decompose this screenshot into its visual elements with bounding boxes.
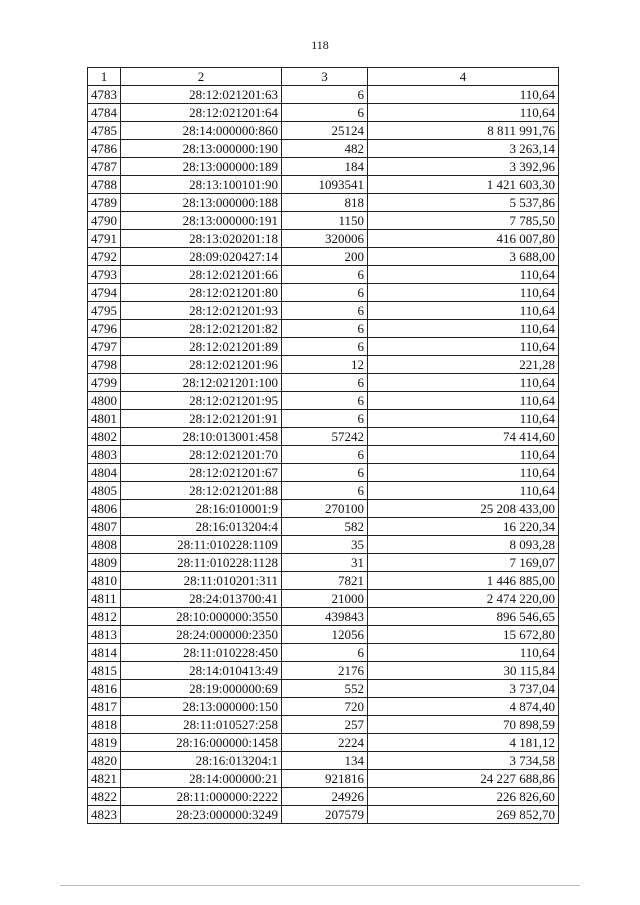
cadastral-number-cell: 28:12:021201:70: [121, 446, 282, 464]
area-cell: 6: [282, 410, 368, 428]
area-cell: 21000: [282, 590, 368, 608]
row-number-cell: 4820: [88, 752, 121, 770]
value-cell: 110,64: [368, 320, 559, 338]
value-cell: 25 208 433,00: [368, 500, 559, 518]
value-cell: 7 785,50: [368, 212, 559, 230]
table-row: [88, 590, 559, 608]
table-row: [88, 464, 559, 482]
area-cell: 6: [282, 104, 368, 122]
row-number-cell: 4819: [88, 734, 121, 752]
value-cell: 70 898,59: [368, 716, 559, 734]
area-cell: 582: [282, 518, 368, 536]
table-row: [88, 680, 559, 698]
value-cell: 4 181,12: [368, 734, 559, 752]
row-number-cell: 4822: [88, 788, 121, 806]
row-number-cell: 4789: [88, 194, 121, 212]
row-number-cell: 4806: [88, 500, 121, 518]
table-row: [88, 266, 559, 284]
table-row: [88, 374, 559, 392]
value-cell: 3 688,00: [368, 248, 559, 266]
table-row: [88, 698, 559, 716]
value-cell: 7 169,07: [368, 554, 559, 572]
value-cell: 15 672,80: [368, 626, 559, 644]
area-cell: 57242: [282, 428, 368, 446]
table-row: [88, 518, 559, 536]
table-row: [88, 158, 559, 176]
value-cell: 110,64: [368, 464, 559, 482]
cadastral-number-cell: 28:12:021201:96: [121, 356, 282, 374]
cadastral-number-cell: 28:12:021201:91: [121, 410, 282, 428]
row-number-cell: 4801: [88, 410, 121, 428]
row-number-cell: 4798: [88, 356, 121, 374]
value-cell: 8 093,28: [368, 536, 559, 554]
value-cell: 110,64: [368, 482, 559, 500]
row-number-cell: 4790: [88, 212, 121, 230]
area-cell: 1093541: [282, 176, 368, 194]
column-header-4: 4: [368, 68, 559, 86]
table-row: [88, 356, 559, 374]
cadastral-number-cell: 28:11:010228:1128: [121, 554, 282, 572]
value-cell: 3 392,96: [368, 158, 559, 176]
row-number-cell: 4814: [88, 644, 121, 662]
column-header-1: 1: [88, 68, 121, 86]
table-body: [88, 86, 559, 824]
table-row: [88, 392, 559, 410]
cadastral-number-cell: 28:10:013001:458: [121, 428, 282, 446]
cadastral-number-cell: 28:10:000000:3550: [121, 608, 282, 626]
area-cell: 6: [282, 446, 368, 464]
cadastral-number-cell: 28:14:000000:860: [121, 122, 282, 140]
area-cell: 24926: [282, 788, 368, 806]
table-row: [88, 644, 559, 662]
cadastral-number-cell: 28:12:021201:89: [121, 338, 282, 356]
area-cell: 320006: [282, 230, 368, 248]
cadastral-number-cell: 28:13:100101:90: [121, 176, 282, 194]
cadastral-number-cell: 28:12:021201:88: [121, 482, 282, 500]
value-cell: 74 414,60: [368, 428, 559, 446]
row-number-cell: 4809: [88, 554, 121, 572]
table-row: [88, 662, 559, 680]
table-row: [88, 608, 559, 626]
page-bottom-rule: [60, 885, 580, 886]
cadastral-number-cell: 28:16:013204:4: [121, 518, 282, 536]
column-header-2: 2: [121, 68, 282, 86]
table-row: [88, 140, 559, 158]
area-cell: 184: [282, 158, 368, 176]
cadastral-number-cell: 28:12:021201:66: [121, 266, 282, 284]
value-cell: 896 546,65: [368, 608, 559, 626]
table-row: [88, 338, 559, 356]
row-number-cell: 4818: [88, 716, 121, 734]
area-cell: 439843: [282, 608, 368, 626]
cadastral-number-cell: 28:13:000000:189: [121, 158, 282, 176]
cadastral-number-cell: 28:12:021201:95: [121, 392, 282, 410]
cadastral-number-cell: 28:16:000000:1458: [121, 734, 282, 752]
column-header-3: 3: [282, 68, 368, 86]
cadastral-number-cell: 28:11:010228:450: [121, 644, 282, 662]
table-row: [88, 554, 559, 572]
cadastral-number-cell: 28:11:010527:258: [121, 716, 282, 734]
value-cell: 30 115,84: [368, 662, 559, 680]
row-number-cell: 4811: [88, 590, 121, 608]
table-row: [88, 716, 559, 734]
value-cell: 5 537,86: [368, 194, 559, 212]
cadastral-number-cell: 28:11:010201:311: [121, 572, 282, 590]
row-number-cell: 4800: [88, 392, 121, 410]
area-cell: 720: [282, 698, 368, 716]
cadastral-number-cell: 28:11:010228:1109: [121, 536, 282, 554]
row-number-cell: 4817: [88, 698, 121, 716]
value-cell: 110,64: [368, 644, 559, 662]
value-cell: 3 734,58: [368, 752, 559, 770]
table-row: [88, 302, 559, 320]
row-number-cell: 4807: [88, 518, 121, 536]
data-table: [87, 67, 559, 824]
table-row: [88, 788, 559, 806]
cadastral-number-cell: 28:19:000000:69: [121, 680, 282, 698]
value-cell: 3 737,04: [368, 680, 559, 698]
table-header-row: [88, 68, 559, 86]
value-cell: 110,64: [368, 86, 559, 104]
area-cell: 6: [282, 392, 368, 410]
area-cell: 1150: [282, 212, 368, 230]
row-number-cell: 4799: [88, 374, 121, 392]
value-cell: 110,64: [368, 266, 559, 284]
value-cell: 269 852,70: [368, 806, 559, 824]
table-row: [88, 500, 559, 518]
area-cell: 270100: [282, 500, 368, 518]
cadastral-number-cell: 28:13:000000:188: [121, 194, 282, 212]
cadastral-number-cell: 28:11:000000:2222: [121, 788, 282, 806]
table-row: [88, 626, 559, 644]
area-cell: 12056: [282, 626, 368, 644]
table-row: [88, 320, 559, 338]
area-cell: 818: [282, 194, 368, 212]
table-row: [88, 806, 559, 824]
cadastral-number-cell: 28:16:013204:1: [121, 752, 282, 770]
row-number-cell: 4795: [88, 302, 121, 320]
area-cell: 12: [282, 356, 368, 374]
value-cell: 8 811 991,76: [368, 122, 559, 140]
value-cell: 110,64: [368, 338, 559, 356]
row-number-cell: 4821: [88, 770, 121, 788]
area-cell: 6: [282, 284, 368, 302]
cadastral-number-cell: 28:14:010413:49: [121, 662, 282, 680]
table-row: [88, 284, 559, 302]
area-cell: 6: [282, 338, 368, 356]
row-number-cell: 4785: [88, 122, 121, 140]
cadastral-number-cell: 28:16:010001:9: [121, 500, 282, 518]
area-cell: 257: [282, 716, 368, 734]
area-cell: 35: [282, 536, 368, 554]
cadastral-number-cell: 28:09:020427:14: [121, 248, 282, 266]
row-number-cell: 4812: [88, 608, 121, 626]
cadastral-number-cell: 28:13:000000:150: [121, 698, 282, 716]
area-cell: 7821: [282, 572, 368, 590]
table-row: [88, 86, 559, 104]
table-row: [88, 176, 559, 194]
row-number-cell: 4796: [88, 320, 121, 338]
row-number-cell: 4805: [88, 482, 121, 500]
row-number-cell: 4808: [88, 536, 121, 554]
cadastral-number-cell: 28:12:021201:67: [121, 464, 282, 482]
row-number-cell: 4792: [88, 248, 121, 266]
cadastral-number-cell: 28:12:021201:82: [121, 320, 282, 338]
area-cell: 552: [282, 680, 368, 698]
table-row: [88, 752, 559, 770]
value-cell: 3 263,14: [368, 140, 559, 158]
row-number-cell: 4803: [88, 446, 121, 464]
area-cell: 25124: [282, 122, 368, 140]
value-cell: 110,64: [368, 104, 559, 122]
row-number-cell: 4813: [88, 626, 121, 644]
value-cell: 221,28: [368, 356, 559, 374]
area-cell: 134: [282, 752, 368, 770]
row-number-cell: 4784: [88, 104, 121, 122]
row-number-cell: 4788: [88, 176, 121, 194]
area-cell: 6: [282, 86, 368, 104]
table-row: [88, 446, 559, 464]
value-cell: 110,64: [368, 302, 559, 320]
area-cell: 2224: [282, 734, 368, 752]
row-number-cell: 4786: [88, 140, 121, 158]
area-cell: 482: [282, 140, 368, 158]
area-cell: 6: [282, 482, 368, 500]
table-row: [88, 770, 559, 788]
cadastral-number-cell: 28:24:000000:2350: [121, 626, 282, 644]
value-cell: 1 446 885,00: [368, 572, 559, 590]
area-cell: 31: [282, 554, 368, 572]
area-cell: 6: [282, 302, 368, 320]
area-cell: 207579: [282, 806, 368, 824]
table-row: [88, 572, 559, 590]
cadastral-number-cell: 28:12:021201:64: [121, 104, 282, 122]
row-number-cell: 4823: [88, 806, 121, 824]
table-row: [88, 428, 559, 446]
row-number-cell: 4791: [88, 230, 121, 248]
row-number-cell: 4810: [88, 572, 121, 590]
cadastral-number-cell: 28:24:013700:41: [121, 590, 282, 608]
area-cell: 6: [282, 464, 368, 482]
area-cell: 2176: [282, 662, 368, 680]
cadastral-number-cell: 28:12:021201:93: [121, 302, 282, 320]
cadastral-number-cell: 28:23:000000:3249: [121, 806, 282, 824]
cadastral-number-cell: 28:13:020201:18: [121, 230, 282, 248]
value-cell: 110,64: [368, 446, 559, 464]
table-row: [88, 194, 559, 212]
row-number-cell: 4783: [88, 86, 121, 104]
cadastral-number-cell: 28:14:000000:21: [121, 770, 282, 788]
value-cell: 1 421 603,30: [368, 176, 559, 194]
table-row: [88, 536, 559, 554]
area-cell: 921816: [282, 770, 368, 788]
row-number-cell: 4815: [88, 662, 121, 680]
row-number-cell: 4794: [88, 284, 121, 302]
value-cell: 110,64: [368, 392, 559, 410]
cadastral-number-cell: 28:12:021201:100: [121, 374, 282, 392]
area-cell: 200: [282, 248, 368, 266]
table-row: [88, 104, 559, 122]
value-cell: 4 874,40: [368, 698, 559, 716]
row-number-cell: 4793: [88, 266, 121, 284]
table-row: [88, 734, 559, 752]
row-number-cell: 4802: [88, 428, 121, 446]
value-cell: 110,64: [368, 374, 559, 392]
value-cell: 16 220,34: [368, 518, 559, 536]
row-number-cell: 4797: [88, 338, 121, 356]
table-row: [88, 212, 559, 230]
area-cell: 6: [282, 374, 368, 392]
table-row: [88, 230, 559, 248]
value-cell: 110,64: [368, 410, 559, 428]
table-row: [88, 482, 559, 500]
table-row: [88, 410, 559, 428]
row-number-cell: 4787: [88, 158, 121, 176]
value-cell: 416 007,80: [368, 230, 559, 248]
value-cell: 226 826,60: [368, 788, 559, 806]
table-row: [88, 122, 559, 140]
table-row: [88, 248, 559, 266]
cadastral-number-cell: 28:12:021201:80: [121, 284, 282, 302]
value-cell: 24 227 688,86: [368, 770, 559, 788]
cadastral-number-cell: 28:12:021201:63: [121, 86, 282, 104]
value-cell: 110,64: [368, 284, 559, 302]
row-number-cell: 4804: [88, 464, 121, 482]
area-cell: 6: [282, 266, 368, 284]
row-number-cell: 4816: [88, 680, 121, 698]
cadastral-number-cell: 28:13:000000:191: [121, 212, 282, 230]
page-number: 118: [311, 38, 329, 52]
value-cell: 2 474 220,00: [368, 590, 559, 608]
area-cell: 6: [282, 320, 368, 338]
cadastral-number-cell: 28:13:000000:190: [121, 140, 282, 158]
area-cell: 6: [282, 644, 368, 662]
